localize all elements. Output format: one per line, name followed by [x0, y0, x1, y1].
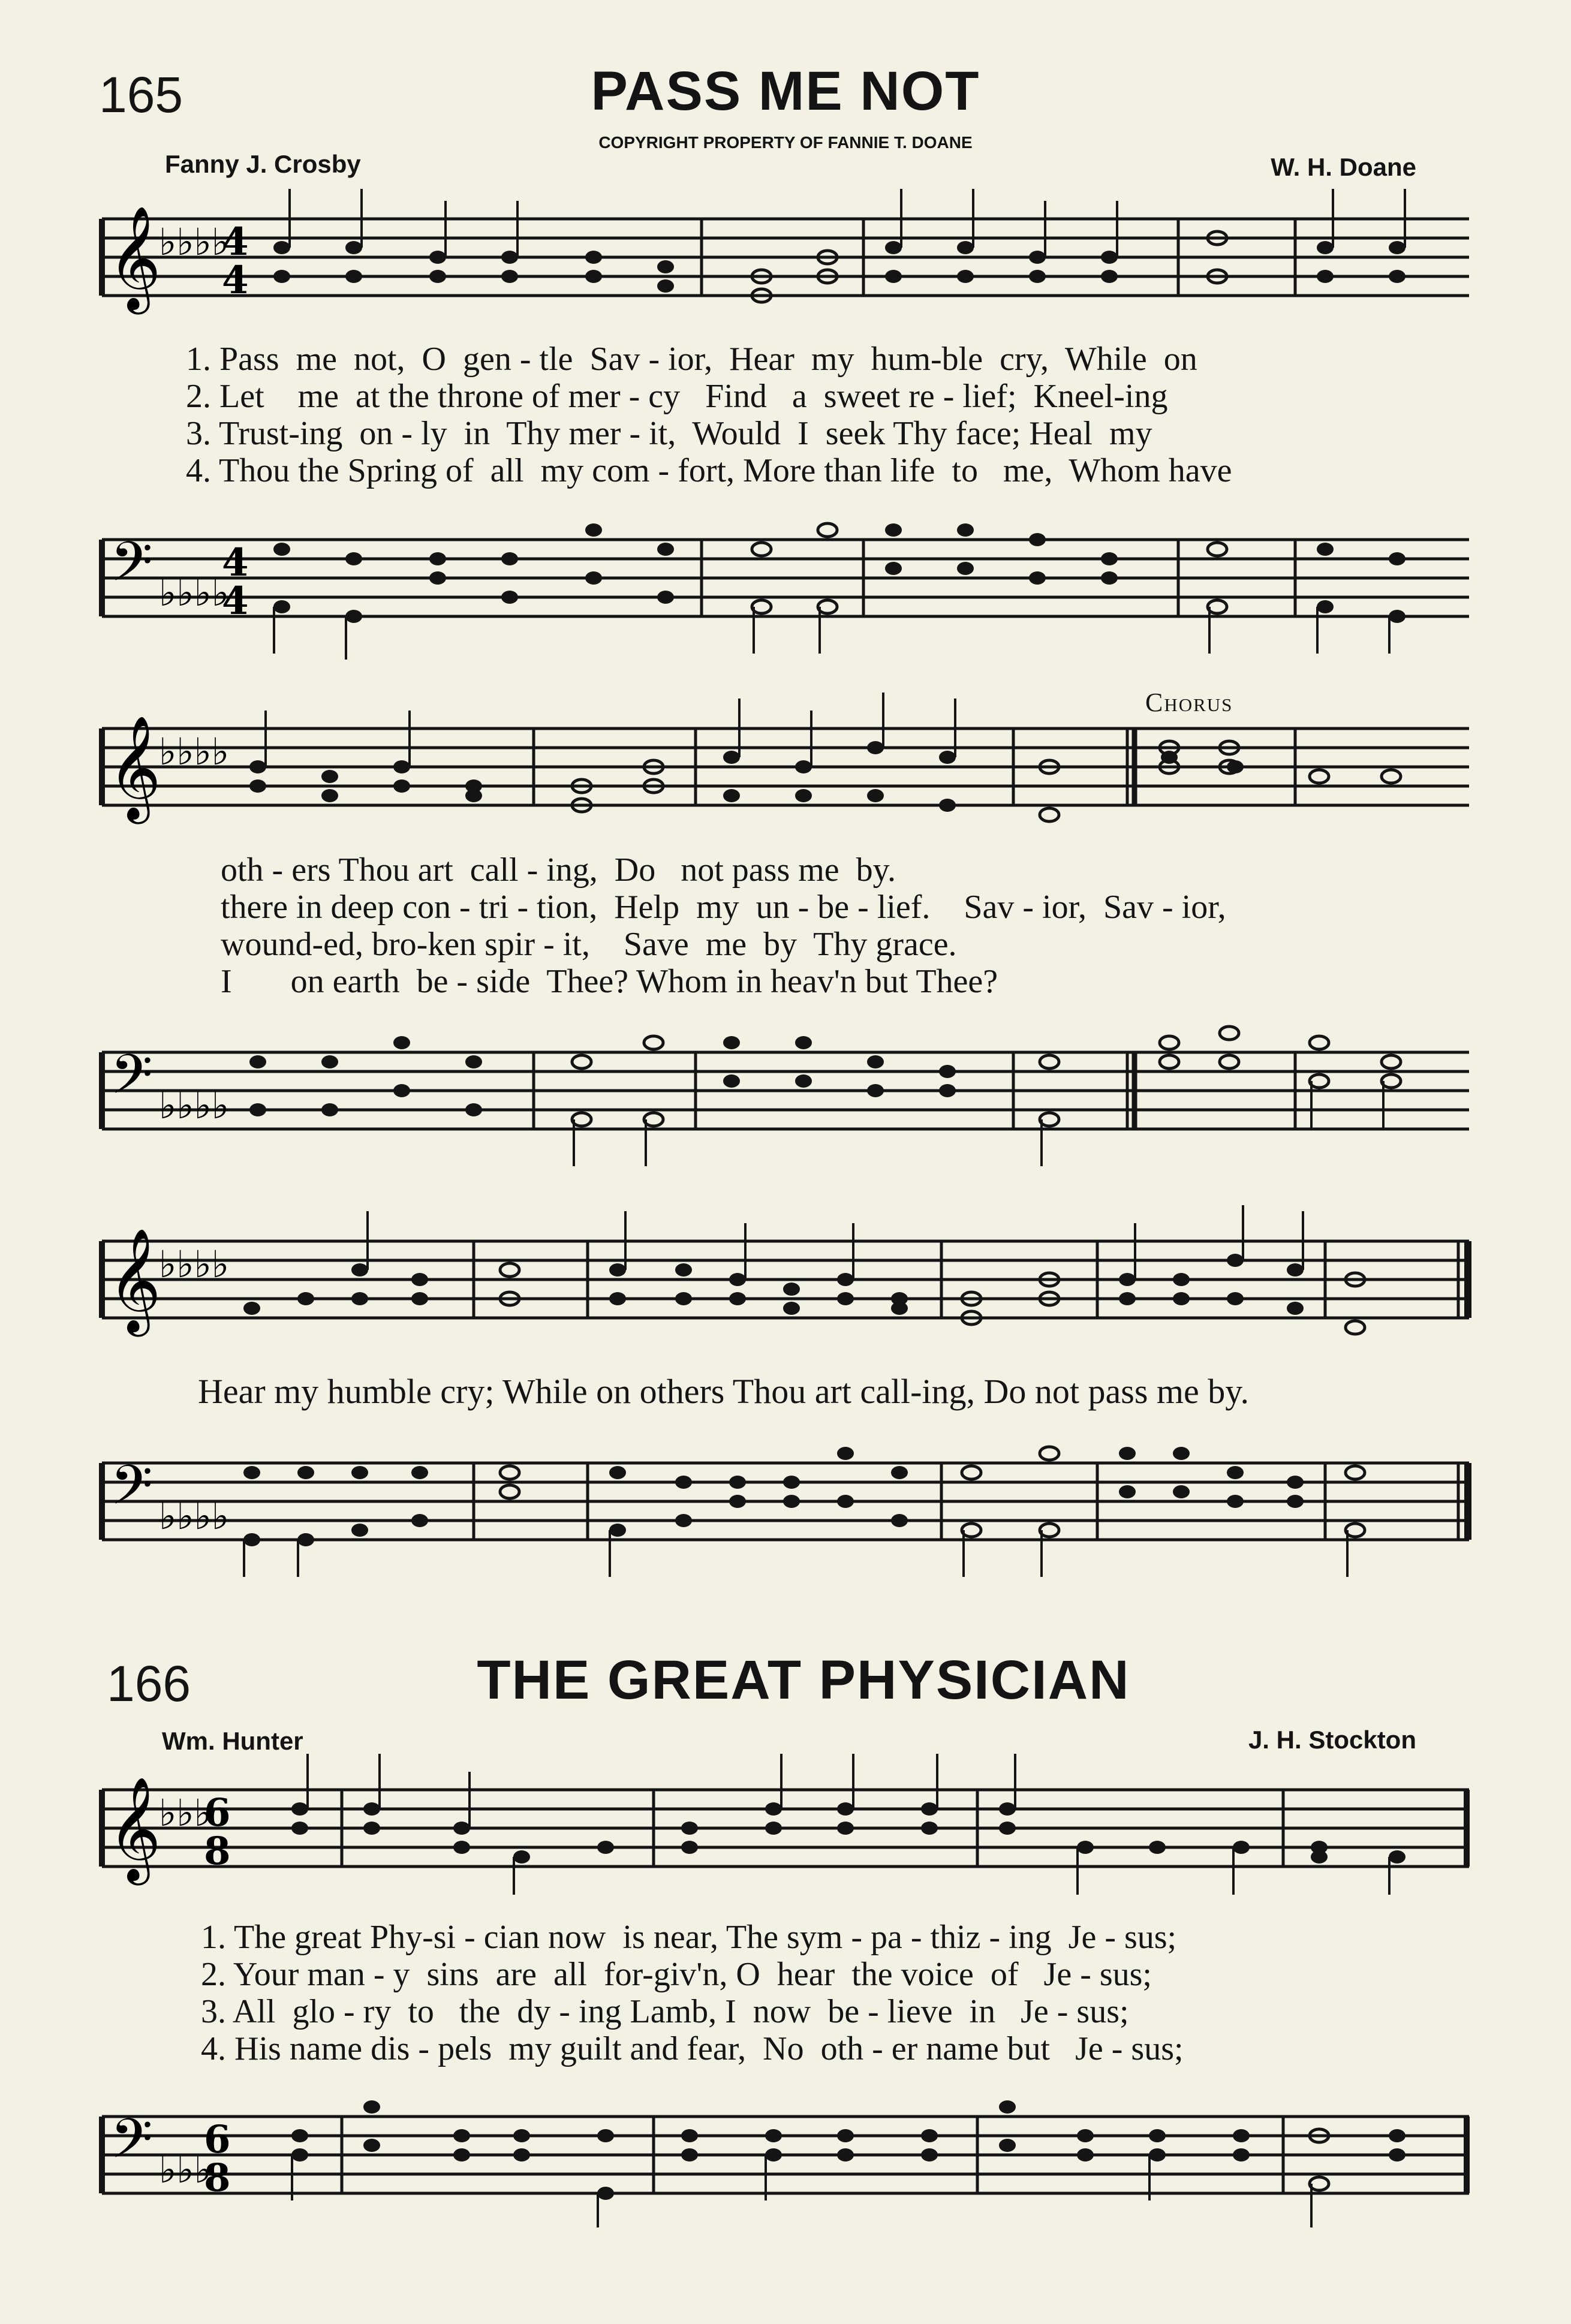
- svg-text:♭♭♭♭: ♭♭♭♭: [159, 730, 229, 773]
- svg-text:𝄞: 𝄞: [108, 1228, 161, 1332]
- verse-1-line-a: 1. Pass me not, O gen - tle Sav - ior, Hear my hum-ble cry, While on: [186, 341, 1197, 378]
- svg-text:𝄞: 𝄞: [108, 206, 161, 310]
- svg-text:𝄢: 𝄢: [110, 2107, 153, 2184]
- svg-text:6: 6: [204, 2117, 231, 2162]
- svg-text:♭♭♭♭: ♭♭♭♭: [159, 220, 229, 264]
- hymn-title: THE GREAT PHYSICIAN: [477, 1649, 1130, 1711]
- words-credit: Wm. Hunter: [162, 1727, 303, 1755]
- svg-text:𝄞: 𝄞: [108, 715, 161, 820]
- hymn-number: 165: [99, 67, 183, 123]
- music-credit: W. H. Doane: [1271, 153, 1416, 181]
- svg-text:𝄞: 𝄞: [108, 1777, 161, 1881]
- svg-text:4: 4: [222, 579, 249, 624]
- hymn-number: 166: [107, 1655, 191, 1712]
- treble-staff-system-2: [102, 715, 1475, 820]
- verse-3-line-b: wound-ed, bro-ken spir - it, Save me by Thy grace.: [221, 926, 957, 963]
- svg-text:♭♭♭♭: ♭♭♭♭: [159, 1242, 229, 1286]
- treble-staff-system-3: [102, 1228, 1475, 1332]
- svg-text:♭♭♭♭: ♭♭♭♭: [159, 1494, 229, 1538]
- verse-4-line-b: I on earth be - side Thee? Whom in heav'n but Thee?: [221, 963, 998, 1000]
- svg-text:♭♭♭: ♭♭♭: [159, 2148, 212, 2191]
- words-credit: Fanny J. Crosby: [165, 150, 361, 178]
- bass-staff-system-1: [102, 530, 1475, 630]
- svg-text:♭♭♭♭: ♭♭♭♭: [159, 1083, 229, 1127]
- svg-text:𝄢: 𝄢: [110, 530, 153, 607]
- svg-text:4: 4: [222, 258, 249, 303]
- svg-text:4: 4: [222, 540, 249, 585]
- svg-text:8: 8: [204, 1829, 231, 1874]
- bass-staff-system-2: [102, 1043, 1475, 1142]
- music-credit: J. H. Stockton: [1248, 1726, 1416, 1754]
- hymn-title: PASS ME NOT: [591, 61, 980, 122]
- svg-text:6: 6: [204, 1790, 231, 1835]
- svg-text:𝄢: 𝄢: [110, 1043, 153, 1119]
- hymn-166-verse-1: 1. The great Phy-si - cian now is near, The sym - pa - thiz - ing Je - sus;: [201, 1919, 1177, 1956]
- chorus-lyrics: Hear my humble cry; While on others Thou art call-ing, Do not pass me by.: [198, 1372, 1250, 1411]
- svg-text:♭♭♭: ♭♭♭: [159, 1791, 212, 1835]
- svg-text:𝄢: 𝄢: [110, 1453, 153, 1530]
- hymn-166-verse-4: 4. His name dis - pels my guilt and fear, No oth - er name but Je - sus;: [201, 2030, 1184, 2067]
- verse-2-line-b: there in deep con - tri - tion, Help my un - be - lief. Sav - ior, Sav - ior,: [221, 889, 1226, 926]
- hymn-166-verse-2: 2. Your man - y sins are all for-giv'n, O hear the voice of Je - sus;: [201, 1956, 1152, 1993]
- bass-staff-hymn-166: [102, 2107, 1475, 2230]
- svg-text:8: 8: [204, 2156, 231, 2200]
- chorus-label: Chorus: [1145, 688, 1233, 717]
- svg-text:♭♭♭♭: ♭♭♭♭: [159, 571, 229, 615]
- treble-staff-system-1: [102, 206, 1475, 310]
- verse-2-line-a: 2. Let me at the throne of mer - cy Find a sweet re - lief; Kneel-ing: [186, 378, 1168, 415]
- bass-staff-system-3: [102, 1453, 1475, 1553]
- verse-1-line-b: oth - ers Thou art call - ing, Do not pass me by.: [221, 851, 896, 889]
- verse-4-line-a: 4. Thou the Spring of all my com - fort, More than life to me, Whom have: [186, 452, 1232, 489]
- copyright-notice: COPYRIGHT PROPERTY OF FANNIE T. DOANE: [598, 133, 973, 152]
- verse-3-line-a: 3. Trust-ing on - ly in Thy mer - it, Would I seek Thy face; Heal my: [186, 415, 1152, 452]
- hymn-166-verse-3: 3. All glo - ry to the dy - ing Lamb, I now be - lieve in Je - sus;: [201, 1993, 1129, 2030]
- treble-staff-hymn-166: [102, 1777, 1475, 1904]
- svg-text:4: 4: [222, 219, 249, 264]
